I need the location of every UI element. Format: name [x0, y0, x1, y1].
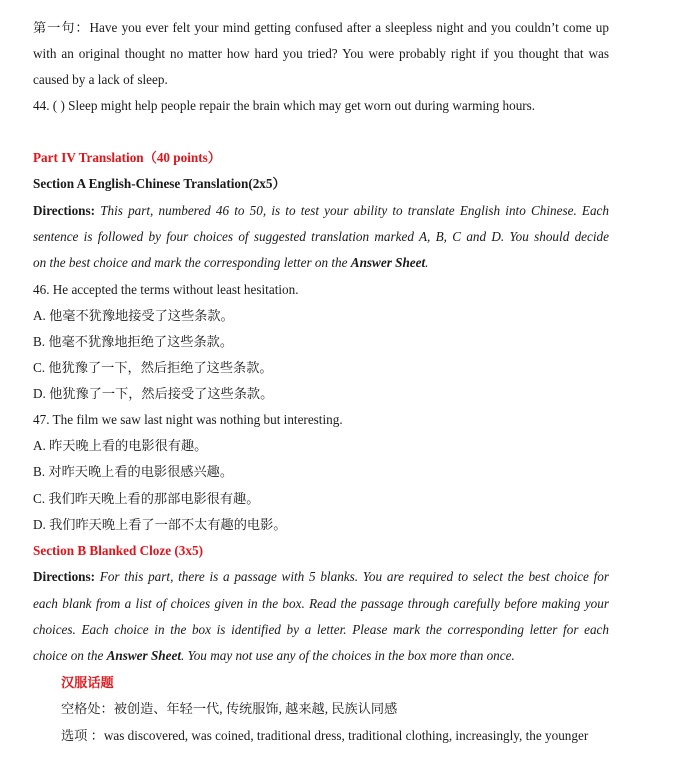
directions-label: Directions:: [33, 569, 96, 584]
section-b-directions-line-4: [33, 647, 515, 665]
directions-text: choice on the: [33, 648, 107, 663]
question-47-option-c: C. 我们昨天晚上看的那部电影很有趣。: [33, 491, 260, 506]
question-46-option-a: A. 他毫不犹豫地接受了这些条款。: [33, 308, 234, 323]
section-b-directions-line-1: [33, 568, 609, 586]
directions-text: For this part, there is a passage with 5 blanks. You are required to select the best choice for: [95, 569, 609, 584]
topic-blanks-line: 空格处：被创造、年轻一代, 传统服饰, 越来越, 民族认同感: [61, 701, 398, 716]
topic-title: 汉服话题: [61, 675, 114, 690]
options-label: 选项 ：: [61, 728, 104, 743]
period: .: [425, 255, 429, 270]
intro-line-2: with an original thought no matter how hard you tried? You were probably right if you thought that was: [33, 46, 609, 61]
question-44: 44. ( ) Sleep might help people repair the brain which may get worn out during warming hours.: [33, 98, 536, 113]
question-47-option-a: A. 昨天晚上看的电影很有趣。: [33, 438, 208, 453]
question-47-stem: 47. The film we saw last night was nothing but interesting.: [33, 412, 343, 427]
question-47-option-d: D. 我们昨天晚上看了一部不太有趣的电影。: [33, 517, 287, 532]
section-a-directions-line-3: [33, 254, 428, 272]
section-a-title: Section A English-Chinese Translation(2x5）: [33, 176, 286, 191]
intro-line-1: 第一句：Have you ever felt your mind getting confused after a sleepless night and you couldn’t come up: [33, 20, 609, 35]
directions-text: on the best choice and mark the corresponding letter on the: [33, 255, 351, 270]
section-a-directions-line-1: [33, 202, 609, 220]
section-b-directions-line-3: choices. Each choice in the box is identified by a letter. Please mark the corresponding letter for each: [33, 622, 609, 637]
intro-line-3: caused by a lack of sleep.: [33, 72, 168, 87]
part-iv-title: Part IV Translation（40 points）: [33, 150, 221, 165]
topic-options-line: [61, 727, 588, 745]
options-text: was discovered, was coined, traditional dress, traditional clothing, increasingly, the younger: [103, 728, 589, 743]
question-46-option-d: D. 他犹豫了一下，然后接受了这些条款。: [33, 386, 274, 401]
question-46-option-b: B. 他毫不犹豫地拒绝了这些条款。: [33, 334, 234, 349]
answer-sheet-label: Answer Sheet: [350, 255, 426, 270]
directions-label: Directions:: [33, 203, 96, 218]
directions-tail: . You may not use any of the choices in the box more than once.: [181, 648, 515, 663]
question-46-option-c: C. 他犹豫了一下，然后拒绝了这些条款。: [33, 360, 273, 375]
section-b-directions-line-2: each blank from a list of choices given in the box. Read the passage through carefully before making your: [33, 596, 609, 611]
question-46-stem: 46. He accepted the terms without least hesitation.: [33, 282, 299, 297]
section-b-title: Section B Blanked Cloze (3x5): [33, 543, 203, 558]
answer-sheet-label: Answer Sheet: [106, 648, 181, 663]
question-47-option-b: B. 对昨天晚上看的电影很感兴趣。: [33, 464, 234, 479]
section-a-directions-line-2: sentence is followed by four choices of suggested translation marked A, B, C and D. You should decide: [33, 229, 609, 244]
directions-text: This part, numbered 46 to 50, is to test your ability to translate English into Chinese. Each: [95, 203, 609, 218]
